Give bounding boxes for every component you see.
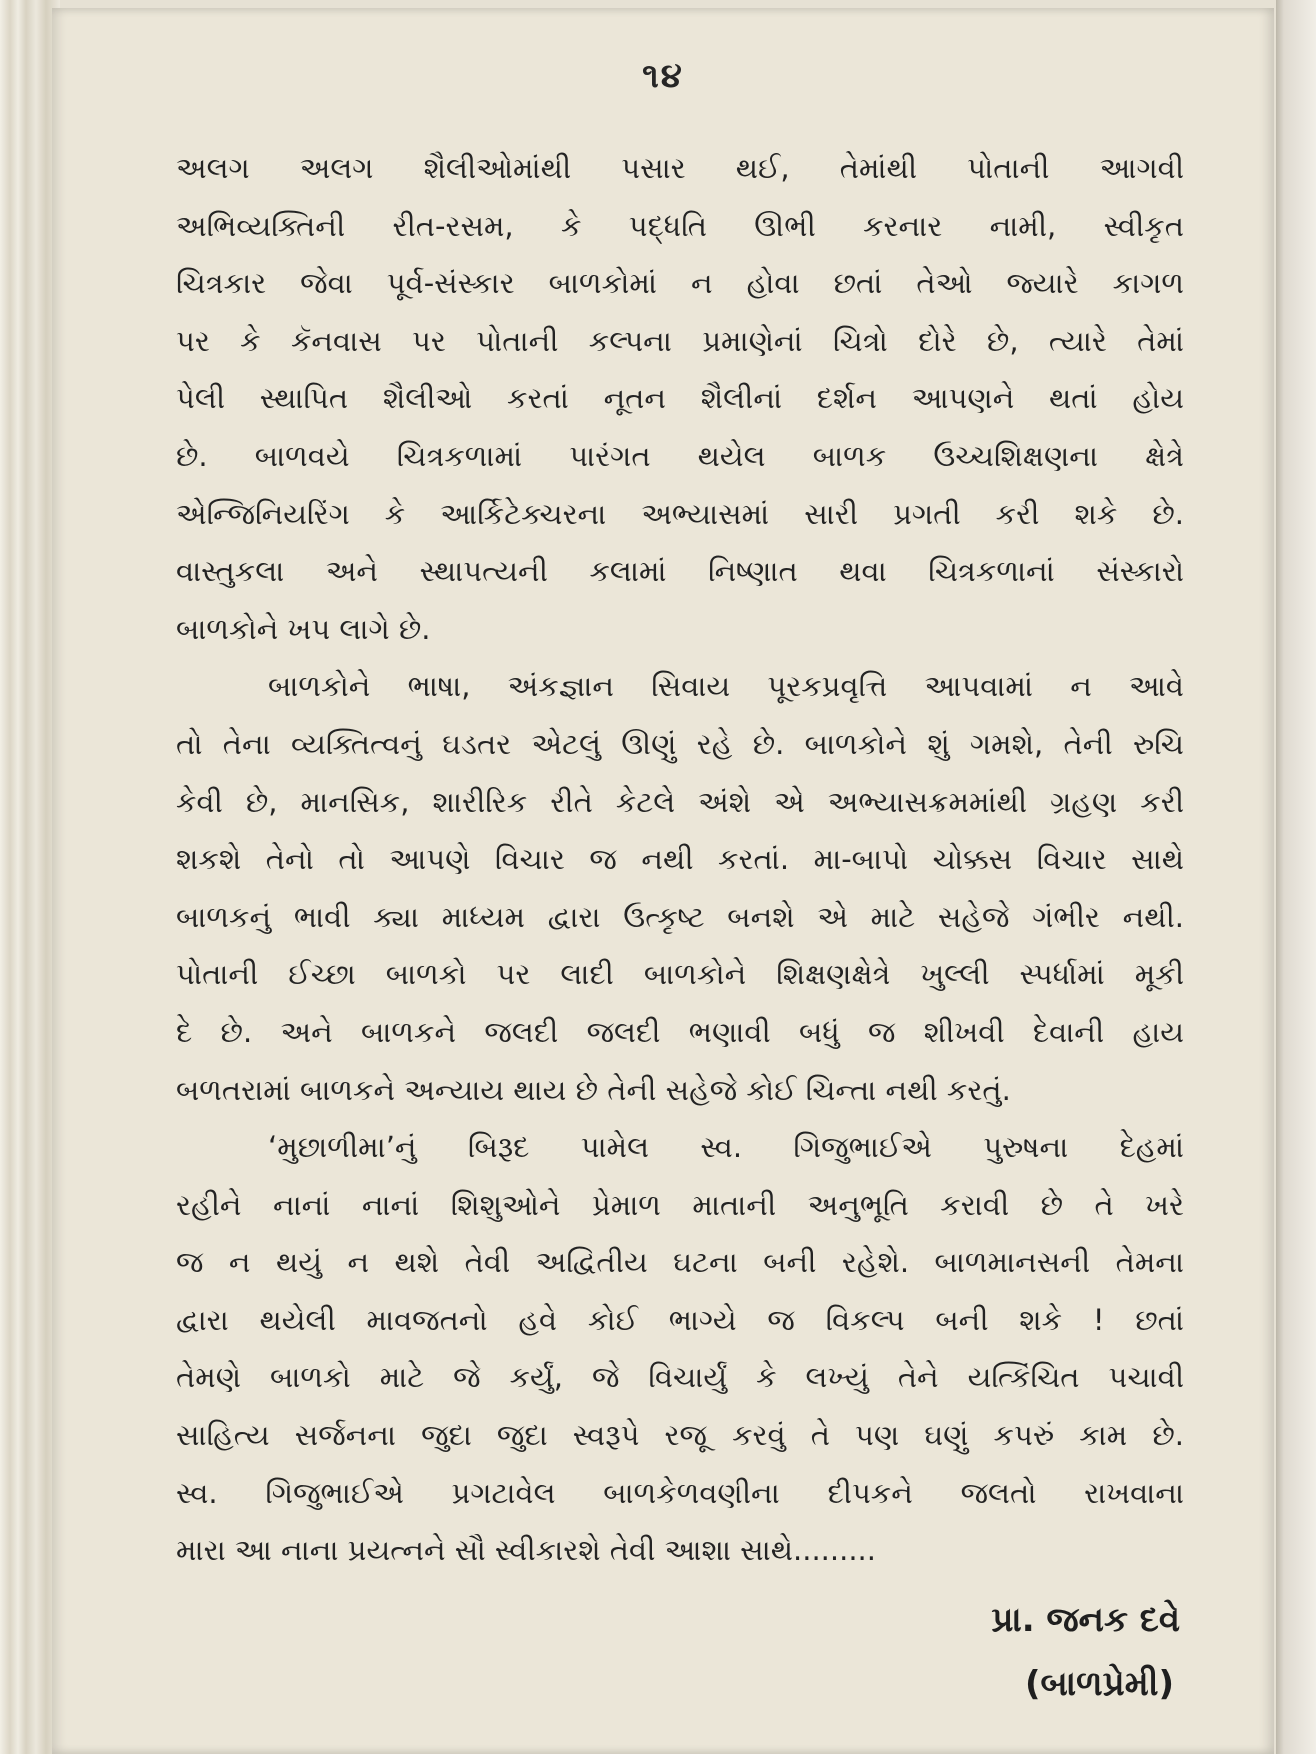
text-line: પોતાની ઈચ્છા બાળકો પર લાદી બાળકોને શિક્ષણક્ષેત્રે ખુલ્લી સ્પર્ધામાં મૂકી [176, 957, 1184, 992]
text-line: દે છે. અને બાળકને જલદી જલદી ભણાવી બધું જ શીખવી દેવાની હાય [176, 1014, 1184, 1049]
text-line: બાળકોને ભાષા, અંકજ્ઞાન સિવાય પૂરકપ્રવૃત્તિ આપવામાં ન આવે [268, 669, 1184, 704]
text-line: એન્જિનિયરિંગ કે આર્કિટેક્ચરના અભ્યાસમાં સારી પ્રગતી કરી શકે છે. [176, 496, 1184, 531]
paragraph [176, 1119, 1184, 1580]
author-title: (બાળપ્રેમી) [1024, 1664, 1174, 1704]
text-line: સ્વ. ગિજુભાઈએ પ્રગટાવેલ બાળકેળવણીના દીપકને જલતો રાખવાના [176, 1475, 1184, 1510]
body-text [176, 140, 1184, 1580]
text-line: તેમણે બાળકો માટે જે કર્યું, જે વિચાર્યું કે લખ્યું તેને યત્કિંચિત પચાવી [176, 1360, 1184, 1395]
text-line: શકશે તેનો તો આપણે વિચાર જ નથી કરતાં. મા-બાપો ચોક્કસ વિચાર સાથે [176, 842, 1184, 877]
text-line: છે. બાળવયે ચિત્રકળામાં પારંગત થયેલ બાળક ઉચ્ચશિક્ષણના ક્ષેત્રે [176, 438, 1184, 473]
text-line: કેવી છે, માનસિક, શારીરિક રીતે કેટલે અંશે એ અભ્યાસક્રમમાંથી ગ્રહણ કરી [176, 784, 1184, 819]
text-line: બળતરામાં બાળકને અન્યાય થાય છે તેની સહેજે કોઈ ચિન્તા નથી કરતું. [176, 1072, 1011, 1107]
text-line: ચિત્રકાર જેવા પૂર્વ-સંસ્કાર બાળકોમાં ન હોવા છતાં તેઓ જ્યારે કાગળ [176, 266, 1184, 301]
book-gutter [1276, 0, 1316, 1754]
text-line: બાળકનું ભાવી ક્યા માધ્યમ દ્વારા ઉત્કૃષ્ટ બનશે એ માટે સહેજે ગંભીર નથી. [176, 899, 1184, 934]
text-line: સાહિત્ય સર્જનના જુદા જુદા સ્વરૂપે રજૂ કરવું તે પણ ઘણું કપરું કામ છે. [176, 1418, 1184, 1453]
paragraph [176, 658, 1184, 1119]
author-name: પ્રા. જનક દવે [991, 1600, 1180, 1640]
page-stack-edge [0, 0, 60, 1754]
text-line: વાસ્તુકલા અને સ્થાપત્યની કલામાં નિષ્ણાત થવા ચિત્રકળાનાં સંસ્કારો [176, 554, 1184, 589]
text-line: દ્વારા થયેલી માવજતનો હવે કોઈ ભાગ્યે જ વિકલ્પ બની શકે ! છતાં [176, 1302, 1184, 1337]
text-line: અભિવ્યક્તિની રીત-રસમ, કે પદ્ધતિ ઊભી કરનાર નામી, સ્વીકૃત [176, 208, 1184, 243]
text-line: તો તેના વ્યક્તિત્વનું ઘડતર એટલું ઊણું રહે છે. બાળકોને શું ગમશે, તેની રુચિ [176, 726, 1184, 761]
text-line: પેલી સ્થાપિત શૈલીઓ કરતાં નૂતન શૈલીનાં દર્શન આપણને થતાં હોય [176, 381, 1184, 416]
page-number: ૧૪ [642, 56, 684, 96]
text-line: રહીને નાનાં નાનાં શિશુઓને પ્રેમાળ માતાની અનુભૂતિ કરાવી છે તે ખરે [176, 1187, 1184, 1222]
page-sheet [52, 8, 1274, 1754]
text-line: જ ન થયું ન થશે તેવી અદ્વિતીય ઘટના બની રહેશે. બાળમાનસની તેમના [176, 1245, 1184, 1280]
paragraph [176, 140, 1184, 658]
text-line: બાળકોને ખપ લાગે છે. [176, 611, 431, 646]
text-line: અલગ અલગ શૈલીઓમાંથી પસાર થઈ, તેમાંથી પોતાની આગવી [176, 151, 1184, 185]
text-line: મારા આ નાના પ્રયત્નને સૌ સ્વીકારશે તેવી આશા સાથે......... [176, 1533, 876, 1568]
text-line: ‘મુછાળીમા’નું બિરૂદ પામેલ સ્વ. ગિજુભાઈએ પુરુષના દેહમાં [268, 1130, 1184, 1165]
text-line: પર કે કૅનવાસ પર પોતાની કલ્પના પ્રમાણેનાં ચિત્રો દોરે છે, ત્યારે તેમાં [176, 323, 1184, 358]
